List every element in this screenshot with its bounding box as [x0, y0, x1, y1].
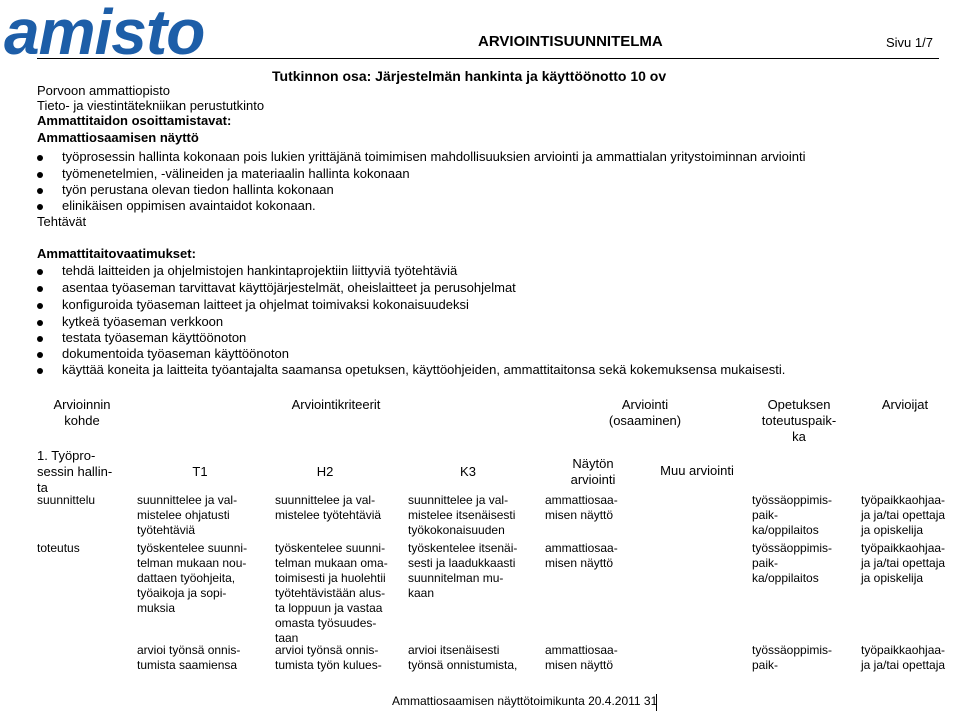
bullet-icon [37, 269, 43, 275]
row-h2: arvioi työnsä onnis- tumista työn kulues- [275, 643, 382, 672]
row-kohde: toteutus [37, 541, 80, 555]
row-location: työssäoppimis- paik- ka/oppilaitos [752, 541, 833, 585]
row-assessors: työpaikkaohjaa- ja ja/tai opettaja [861, 643, 946, 672]
bullet-icon [37, 172, 43, 178]
document-title: ARVIOINTISUUNNITELMA [478, 33, 663, 50]
row-h2: suunnittelee ja val- mistelee työtehtäviä [275, 493, 382, 522]
row-h2: työskentelee suunni- telman mukaan oma- toimisesti ja huolehtii työtehtävistään alus- ta loppuun ja vastaa omasta työsuudes- taan [275, 541, 388, 645]
header-divider [37, 58, 939, 59]
amisto-logo: amisto [4, 0, 205, 68]
row-t1: arvioi työnsä onnis- tumista saamiensa [137, 643, 241, 672]
row-demo: ammattiosaa- misen näyttö [545, 493, 618, 522]
col-demo-assessment: Näytön arviointi [570, 456, 616, 487]
row-kohde: suunnittelu [37, 493, 96, 507]
bullet-icon [37, 286, 43, 292]
tasks-label: Tehtävät [37, 214, 87, 229]
bullet-icon [37, 320, 43, 326]
level-t1: T1 [192, 464, 208, 479]
level-h2: H2 [316, 464, 334, 479]
bullet-icon [37, 155, 43, 161]
row-assessors: työpaikkaohjaa- ja ja/tai opettaja ja opiskelija [861, 541, 946, 585]
footer-text: Ammattiosaamisen näyttötoimikunta 20.4.2011 31 [392, 694, 658, 708]
col-other-assessment: Muu arviointi [660, 463, 734, 478]
row-demo: ammattiosaa- misen näyttö [545, 541, 618, 570]
bullet-icon [37, 336, 43, 342]
degree-name: Tieto- ja viestintätekniikan perustutkinto [37, 98, 265, 113]
row-t1: suunnittelee ja val- mistelee ohjatusti työtehtäviä [137, 493, 238, 537]
bullet-icon [37, 368, 43, 374]
page-number: Sivu 1/7 [886, 35, 933, 50]
skills-demo-heading: Ammattiosaamisen näyttö [37, 130, 199, 145]
level-k3: K3 [460, 464, 476, 479]
col-header-kohde: Arvioinnin kohde [53, 397, 111, 428]
row-location: työssäoppimis- paik- ka/oppilaitos [752, 493, 833, 537]
requirements-heading: Ammattitaitovaatimukset: [37, 246, 196, 261]
row-k3: suunnittelee ja val- mistelee itsenäisesti työkokonaisuuden [408, 493, 516, 537]
module-title: Tutkinnon osa: Järjestelmän hankinta ja käyttöönotto 10 ov [272, 68, 667, 84]
bullet-icon [37, 188, 43, 194]
demonstration-heading: Ammattitaidon osoittamistavat: [37, 113, 232, 128]
row-assessors: työpaikkaohjaa- ja ja/tai opettaja ja opiskelija [861, 493, 946, 537]
bullet-icon [37, 303, 43, 309]
bullet-icon [37, 352, 43, 358]
footer-divider [656, 694, 657, 711]
row-k3: työskentelee itsenäi- sesti ja laadukkaasti suunnitelman mu- kaan [408, 541, 518, 600]
row-location: työssäoppimis- paik- [752, 643, 833, 672]
col-header-location: Opetuksen toteutuspaik- ka [761, 397, 837, 444]
col-header-assessors: Arvioijat [881, 397, 929, 412]
row-k3: arvioi itsenäisesti työnsä onnistumista, [408, 643, 518, 672]
col-header-assessment: Arviointi (osaaminen) [608, 397, 682, 428]
row-demo: ammattiosaa- misen näyttö [545, 643, 618, 672]
col-header-criteria: Arviointikriteerit [291, 397, 381, 412]
bullet-icon [37, 204, 43, 210]
school-name: Porvoon ammattiopisto [37, 83, 170, 98]
row-t1: työskentelee suunni- telman mukaan nou- dattaen työohjeita, työaikoja ja sopi- muksia [137, 541, 248, 615]
section-title: 1. Työpro- sessin hallin- ta [37, 448, 113, 495]
